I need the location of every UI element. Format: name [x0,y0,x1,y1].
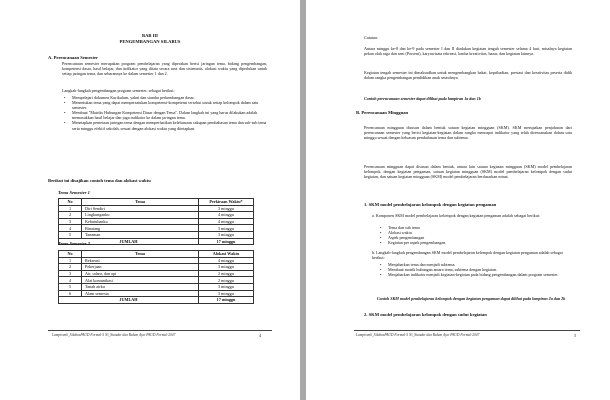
table-row [59,283,254,290]
example-heading: Berikut ini disajikan contoh tema dan alokasi waktu [48,178,151,183]
skm1-heading: 1. SKM model pembelajaran kelompok dengan kegiatan pengaman [364,202,497,207]
chapter-number: BAB III [142,33,158,38]
cell-waktu: 4 minggu [199,257,254,264]
page-number: 5 [574,333,577,338]
skm1-b-list [380,262,572,277]
table-row [59,257,254,264]
cell-waktu: 4 minggu [199,218,254,225]
cell-no: 5 [59,283,82,290]
cell-tema: Pekerjaan [82,264,199,271]
column-header-alokasi: Alokasi Waktu [199,251,254,258]
column-header-tema: Tema [82,199,199,206]
cell-waktu: 3 minggu [199,264,254,271]
document-page-right [306,0,610,400]
cell-tema: Air, udara, dan api [82,270,199,277]
cell-waktu: 3 minggu [199,283,254,290]
total-value: 17 minggu [199,238,254,245]
list-item: • Menentukan tema yang dapat mempersatukan kompetensi-kompetensi tersebut untuk setiap kelompok dalam satu semester. [64,100,270,110]
page-number: 4 [259,333,262,338]
footer-divider [48,330,272,331]
cell-waktu: 2 minggu [199,270,254,277]
column-header-no: No [59,251,82,258]
cell-waktu: 4 minggu [199,212,254,219]
cell-waktu: 2 minggu [199,277,254,284]
document-page-left [0,0,300,400]
cell-no: 1 [59,205,82,212]
cell-waktu: 3 minggu [199,290,254,297]
column-header-tema: Tema [82,251,199,258]
list-item: • Alokasi waktu [380,230,570,235]
section-b-heading: B. Perencanaan Mingguan [356,110,409,115]
cell-tema: Binatang [82,225,199,232]
chapter-title: PENGEMBANGAN SILABUS [119,39,181,44]
list-item: • Membuat "Matriks Hubungan Kompetensi Dasar dengan Tema". Dalam langkah ini yang harus dilakukan adalah memasukkan hasil belajar dan juga indikator ke dalam jaringan tema. [64,110,270,120]
skm1-example: Contoh SKM model pembelajaran kelompok dengan kegiatan pengaman dapat dilihat pada lampiran 2a dan 2b [376,296,566,301]
list-item: • Menjabarkan indikator menjadi kegiatan-kegiatan pada bidang pengembangan dalam program semester. [380,272,572,277]
skm1-a-list [380,225,570,245]
list-item: • Mempelajari dokumen Kurikulum, yakni dan standar perkembangan dasar. [64,95,270,100]
footer-divider [354,330,580,331]
table1-caption: Tema Semester 1 [58,190,90,195]
cell-no: 1 [59,257,82,264]
cell-tema: Tanaman [82,231,199,238]
cell-no: 4 [59,225,82,232]
cell-no: 2 [59,212,82,219]
table-tema-semester-2 [58,250,254,304]
cell-tema: Lingkunganku [82,212,199,219]
column-header-waktu: Perkiraan Waktu* [199,199,254,206]
cell-no: 4 [59,277,82,284]
cell-tema: Alam semesta [82,290,199,297]
table-header-row [59,199,254,206]
note-paragraph-1: Antara minggu ke-8 dan ke-9 pada semester I dan II diadakan kegiatan tengah semester selama 4 hari, misalnya kegiatan pekan olah raga dan seni (Porseni), karyawisata rekreasi, lomba kreativitas, bazar, dan kegiatan lainnya. [364,46,572,57]
skm2-heading: 2. SKM model pembelajaran kelompok dengan sudut kegiatan [364,312,487,317]
total-label: JUMLAH [59,297,199,304]
note-label: Catatan: [364,35,379,40]
list-item: • Membuat matrik hubungan antara tema, subtema dengan kegiatan. [380,267,572,272]
table-row [59,231,254,238]
section-a-intro: Perencanaan semester merupakan program pembelajaran yang diperakan berisi jaringan tema, bidang pengembangan, kompetensi dasar, hasil belajar, dan indikator yang ditata secara urut dan sistematis, alokasi waktu yang diperlukan untuk setiap jaringan tema, dan sebarannya ke dalam semester 1 dan 2. [62,61,267,77]
page-footer: Lampiran6_SilabusPAUD Formal-5 Ni_Standar dan Bahan Ajar PAUD Formal-2007 [356,333,480,337]
note-example: Contoh perencanaan semester dapat dilihat pada lampiran 1a dan 1b [364,96,481,101]
cell-tema: Diri Sendiri [82,205,199,212]
cell-waktu: 3 minggu [199,205,254,212]
section-a-steps-list [64,95,270,131]
cell-waktu: 3 minggu [199,231,254,238]
cell-no: 5 [59,231,82,238]
cell-no: 2 [59,264,82,271]
section-b-paragraph-1: Perencanaan mingguan disusun dalam bentuk satuan kegiatan mingguan (SKM). SKM merupakan penjabaran dari perencanaan semester yang berisi kegiatan-kegiatan dalam rangka mencapai indikator yang telah direncanakan dalam satu minggu sesuai dengan keluasan pembahasan tema dan subtema. [364,125,572,141]
list-item: • Aspek pengembangan [380,235,570,240]
cell-tema: Kebutuhanku [82,218,199,225]
table-header-row [59,251,254,258]
table-row [59,225,254,232]
table-row [59,277,254,284]
cell-tema: Alat komunikasi [82,277,199,284]
list-item: • Menjabarkan tema dan menjadi subtema. [380,262,572,267]
skm1-b-intro: b. Langkah-langkah pengembangan SKM model pembelajaran kelompok dengan kegiatan pengaman adalah sebagai berikut: [372,250,563,261]
table-tema-semester-1 [58,198,254,245]
cell-tema: Tanah airku [82,283,199,290]
table-row [59,218,254,225]
table-row [59,270,254,277]
section-b-paragraph-2: Perencanaan mingguan dapat disusun dalam bentuk, antara lain satuan kegiatan mingguan (SKM) model pembelajaran kelompok, dengan kegiatan pengaman, satuan kegiatan mingguan (SKM) model pembelajaran kelompok dengan sudut kegiatan, dan satuan kegiatan mingguan (SKM) model pembelajaran berdasarkan minat. [364,164,572,180]
table-row [59,264,254,271]
list-item: • Menetapkan pemetaan jaringan tema dengan memperhatikan keleluasaan cakupan pembahasan tema dan sub-sub tema serta minggu efektif sekolah, sesuai dengan alokasi waktu yang ditetapkan. [64,120,270,130]
column-header-no: No [59,199,82,206]
table2-caption: Tema Semester 2 [58,241,90,246]
table-row [59,290,254,297]
section-a-steps-intro: Langkah-langkah pengembangan program semester, sebagai berikut: [62,88,175,93]
cell-no: 6 [59,290,82,297]
cell-no: 3 [59,270,82,277]
section-a-heading: A. Perencanaan Semester [48,55,99,60]
list-item: • Kegiatan per aspek pengembangan. [380,240,570,245]
cell-tema: Rekreasi [82,257,199,264]
skm1-a-intro: a. Komponen SKM model pembelajaran kelompok dengan kegiatan pengaman adalah sebagai berikut: [372,213,541,218]
page-footer: Lampiran6_SilabusPAUD Formal-5 Ni_Standar dan Bahan Ajar PAUD Formal-2007 [52,333,176,337]
cell-no: 3 [59,218,82,225]
table-total-row [59,297,254,304]
note-paragraph-2: Kegiatan tengah semester ini dimaksudkan untuk mengembangkan bakat, kepribadian, prestasi dan kreativitas peserta didik dalam rangka pengembangan pendidikan anak seutuhnya. [364,70,572,81]
table-row [59,212,254,219]
cell-waktu: 3 minggu [199,225,254,232]
total-label: JUMLAH [59,238,199,245]
table-row [59,205,254,212]
list-item: • Tema dan sub tema [380,225,570,230]
total-value: 17 minggu [199,297,254,304]
